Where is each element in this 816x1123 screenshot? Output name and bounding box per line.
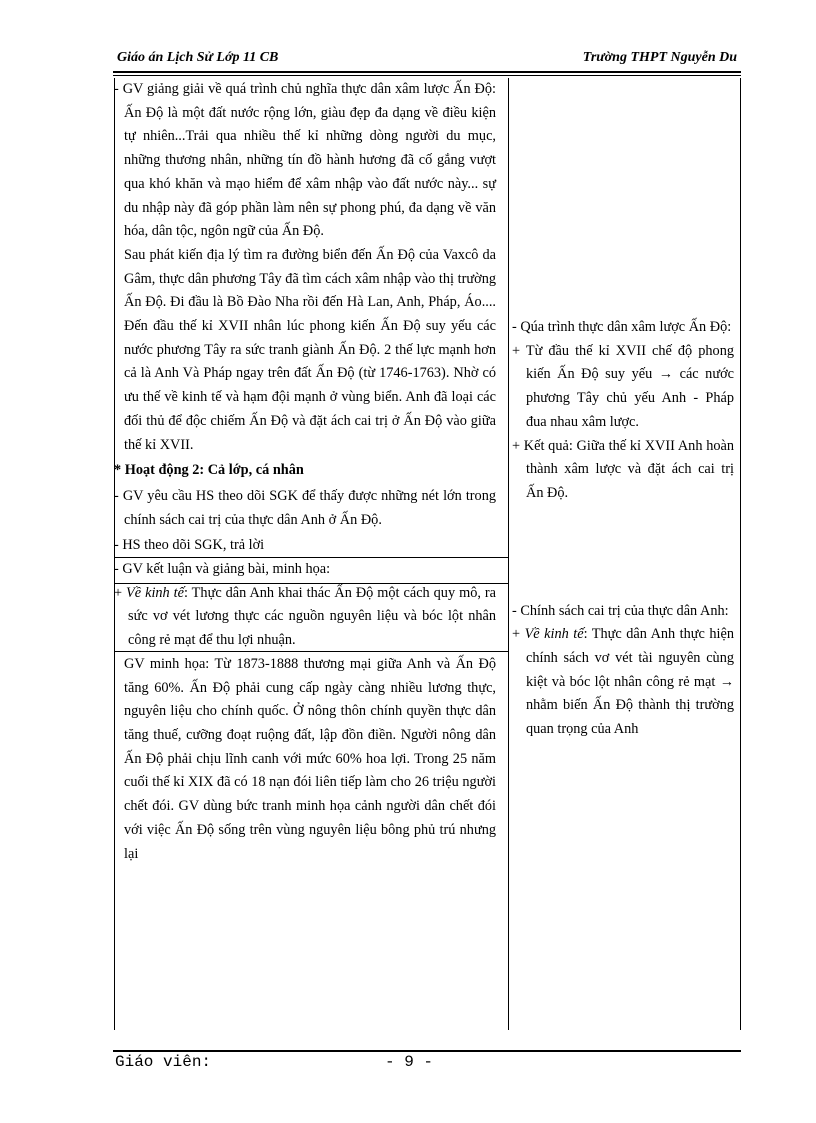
teacher-label: Giáo viên: xyxy=(115,1053,212,1071)
summary-item: + Từ đầu thế kỉ XVII chế độ phong kiến Ấn Độ suy yếu → các nước phương Tây chủ yếu Anh - Pháp đua nhau xâm lược. xyxy=(512,342,734,430)
bullet: + xyxy=(512,626,525,643)
page-footer xyxy=(115,1053,434,1071)
summary-item: - Qúa trình thực dân xâm lược Ấn Độ: xyxy=(512,319,732,335)
page-header xyxy=(113,50,741,72)
teacher-student-activities xyxy=(114,78,496,866)
knowledge-summary xyxy=(512,316,734,742)
summary-item: + Kết quả: Giữa thế kỉ XVII Anh hoàn thành xâm lược và đặt ách cai trị Ấn Độ. xyxy=(512,437,734,501)
header-rule xyxy=(113,71,741,73)
topic-label: Về kinh tế xyxy=(524,626,584,643)
paragraph xyxy=(114,582,496,653)
paragraph: - HS theo dõi SGK, trả lời xyxy=(114,537,265,554)
paragraph-text: : Thực dân Anh khai thác Ấn Độ một cách quy mô, ra sức vơ vét lương thực các nguồn nguyên liệu và bóc lột nhân công rẻ mạt để thu lợi nhuận. xyxy=(128,584,496,649)
footer-rule xyxy=(113,1050,741,1052)
summary-text: : Thực dân Anh thực hiện chính sách vơ vét tài nguyên cùng kiệt và bóc lột nhân công rẻ mạt → nhằm biến Ấn Độ thành thị trường quan trọng của Anh xyxy=(526,626,734,738)
summary-item xyxy=(512,623,734,742)
paragraph: GV minh họa: Từ 1873-1888 thương mại giữa Anh và Ấn Độ tăng 60%. Ấn Độ phải cung cấp ngày càng nhiều lương thực, nguyên liệu cho chính quốc. Ở nông thôn chính quyền thực dân tăng thuế, cưỡng đoạt ruộng đất, lập đồn điền. Người nông dân Ấn Độ phải chịu lĩnh canh với mức 60% hoa lợi. Trong 25 năm cuối thế kỉ XIX đã có 18 nạn đói liên tiếp làm cho 26 triệu người chết đói. GV dùng bức tranh minh họa cảnh người dân chết đói với việc Ấn Độ sống trên vùng nguyên liệu bông phủ trú nhưng lại xyxy=(124,655,496,862)
summary-item: - Chính sách cai trị của thực dân Anh: xyxy=(512,602,729,619)
header-title: Giáo án Lịch Sử Lớp 11 CB xyxy=(117,50,279,65)
page-number: - 9 - xyxy=(385,1053,434,1071)
header-rule-thin xyxy=(113,75,741,76)
bullet: + xyxy=(114,584,127,601)
paragraph: - GV kết luận và giảng bài, minh họa: xyxy=(114,561,331,578)
header-school: Trường THPT Nguyễn Du xyxy=(582,50,737,65)
paragraph: - GV yêu cầu HS theo dõi SGK để thấy được những nét lớn trong chính sách cai trị của thực dân Anh ở Ấn Độ. xyxy=(114,487,496,528)
activity-heading: * Hoạt động 2: Cả lớp, cá nhân xyxy=(114,462,304,479)
topic-label: Về kinh tế xyxy=(126,584,184,601)
paragraph: Sau phát kiến địa lý tìm ra đường biển đến Ấn Độ của Vaxcô da Gâm, thực dân phương Tây đã tìm cách xâm nhập vào thị trường Ấn Độ. Đi đầu là Bồ Đào Nha rồi đến Hà Lan, Anh, Pháp, Áo.... Đến đầu thế kỉ XVII nhân lúc phong kiến Ấn Độ suy yếu các nước phương Tây ra sức tranh giành Ấn Độ. 2 thế lực mạnh hơn cả là Anh Và Pháp ngay trên đất Ấn Độ (từ 1746-1763). Nhờ có ưu thế về kinh tế và hạm đội mạnh ở vùng biển. Anh đã loại các đối thủ để độc chiếm Ấn Độ và đặt ách cai trị ở Ấn Độ vào giữa thế kỉ XVII. xyxy=(124,246,496,453)
paragraph: - GV giảng giải về quá trình chủ nghĩa thực dân xâm lược Ấn Độ: Ấn Độ là một đất nước rộng lớn, giàu đẹp đa dạng về điều kiện tự nhiên...Trải qua nhiều thế kỉ những dòng người du mục, những thương nhân, những tín đồ hành hương đã cố gắng vượt qua khó khăn và mạo hiểm để xâm nhập vào đất nước này... sự du nhập này đã góp phần làm nên sự phong phú, đa dạng về văn hóa, dân tộc, ngôn ngữ của Ấn Độ. xyxy=(114,81,496,240)
column-divider xyxy=(508,78,509,1030)
